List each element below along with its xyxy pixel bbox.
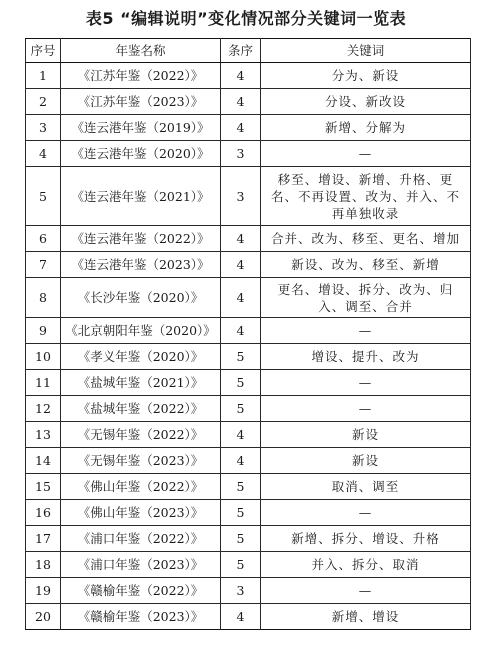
cell-keywords: 新增、分解为 (261, 115, 471, 141)
cell-order: 5 (221, 474, 261, 500)
cell-keywords: 新设、改为、移至、新增 (261, 252, 471, 278)
cell-no: 15 (26, 474, 61, 500)
cell-keywords: 新设 (261, 422, 471, 448)
table-row (26, 278, 471, 318)
cell-no: 20 (26, 604, 61, 630)
cell-order: 5 (221, 500, 261, 526)
cell-name: 《盐城年鉴（2021）》 (61, 370, 221, 396)
cell-no: 4 (26, 141, 61, 167)
cell-no: 12 (26, 396, 61, 422)
cell-order: 5 (221, 552, 261, 578)
cell-order: 3 (221, 167, 261, 226)
cell-order: 4 (221, 318, 261, 344)
cell-order: 4 (221, 422, 261, 448)
header-cell-name: 年鉴名称 (61, 39, 221, 63)
table-row (26, 115, 471, 141)
cell-name: 《连云港年鉴（2023）》 (61, 252, 221, 278)
cell-no: 14 (26, 448, 61, 474)
table-caption: 表5 “编辑说明”变化情况部分关键词一览表 (85, 9, 407, 28)
cell-name: 《孝义年鉴（2020）》 (61, 344, 221, 370)
cell-keywords: 新设 (261, 448, 471, 474)
cell-order: 4 (221, 604, 261, 630)
cell-name: 《长沙年鉴（2020）》 (61, 278, 221, 318)
cell-name: 《连云港年鉴（2019）》 (61, 115, 221, 141)
cell-no: 13 (26, 422, 61, 448)
cell-keywords: 分为、新设 (261, 63, 471, 89)
cell-order: 4 (221, 278, 261, 318)
cell-name: 《江苏年鉴（2022）》 (61, 63, 221, 89)
cell-keywords: 取消、调至 (261, 474, 471, 500)
cell-no: 16 (26, 500, 61, 526)
cell-no: 8 (26, 278, 61, 318)
table-row (26, 167, 471, 226)
cell-keywords: 增设、提升、改为 (261, 344, 471, 370)
cell-name: 《盐城年鉴（2022）》 (61, 396, 221, 422)
cell-order: 3 (221, 578, 261, 604)
cell-name: 《连云港年鉴（2022）》 (61, 226, 221, 252)
cell-name: 《连云港年鉴（2020）》 (61, 141, 221, 167)
table-row (26, 578, 471, 604)
header-cell-no: 序号 (26, 39, 61, 63)
cell-order: 5 (221, 396, 261, 422)
cell-keywords: 合并、改为、移至、更名、增加 (261, 226, 471, 252)
cell-no: 2 (26, 89, 61, 115)
table-row (26, 370, 471, 396)
cell-name: 《浦口年鉴（2023）》 (61, 552, 221, 578)
cell-no: 11 (26, 370, 61, 396)
table-row (26, 422, 471, 448)
cell-keywords: 更名、增设、拆分、改为、归入、调至、合并 (261, 278, 471, 318)
header-cell-order: 条序 (221, 39, 261, 63)
cell-order: 4 (221, 89, 261, 115)
cell-keywords: — (261, 396, 471, 422)
cell-name: 《赣榆年鉴（2023）》 (61, 604, 221, 630)
cell-name: 《无锡年鉴（2023）》 (61, 448, 221, 474)
cell-keywords: 移至、增设、新增、升格、更名、不再设置、改为、并入、不再单独收录 (261, 167, 471, 226)
table-row (26, 604, 471, 630)
cell-keywords: — (261, 500, 471, 526)
cell-no: 17 (26, 526, 61, 552)
cell-keywords: 新增、增设 (261, 604, 471, 630)
cell-name: 《江苏年鉴（2023）》 (61, 89, 221, 115)
cell-no: 7 (26, 252, 61, 278)
table-row (26, 396, 471, 422)
cell-order: 5 (221, 526, 261, 552)
cell-name: 《北京朝阳年鉴（2020）》 (61, 318, 221, 344)
cell-name: 《连云港年鉴（2021）》 (61, 167, 221, 226)
cell-no: 3 (26, 115, 61, 141)
header-row (26, 39, 471, 63)
table-row (26, 474, 471, 500)
table-row (26, 252, 471, 278)
table-row (26, 141, 471, 167)
cell-order: 4 (221, 63, 261, 89)
keyword-table (25, 38, 471, 630)
cell-keywords: — (261, 578, 471, 604)
cell-no: 1 (26, 63, 61, 89)
cell-order: 4 (221, 226, 261, 252)
table-row (26, 526, 471, 552)
cell-order: 3 (221, 141, 261, 167)
cell-order: 4 (221, 448, 261, 474)
table-row (26, 344, 471, 370)
cell-keywords: 分设、新改设 (261, 89, 471, 115)
cell-keywords: — (261, 318, 471, 344)
table-row (26, 500, 471, 526)
cell-name: 《佛山年鉴（2023）》 (61, 500, 221, 526)
cell-order: 4 (221, 115, 261, 141)
cell-no: 5 (26, 167, 61, 226)
cell-order: 5 (221, 344, 261, 370)
cell-keywords: 新增、拆分、增设、升格 (261, 526, 471, 552)
cell-keywords: 并入、拆分、取消 (261, 552, 471, 578)
table-row (26, 552, 471, 578)
table-row (26, 89, 471, 115)
cell-name: 《无锡年鉴（2022）》 (61, 422, 221, 448)
cell-no: 19 (26, 578, 61, 604)
cell-order: 5 (221, 370, 261, 396)
table-row (26, 63, 471, 89)
table-row (26, 318, 471, 344)
cell-keywords: — (261, 141, 471, 167)
cell-no: 9 (26, 318, 61, 344)
table-row (26, 226, 471, 252)
cell-no: 18 (26, 552, 61, 578)
keyword-table-body (26, 39, 471, 630)
cell-name: 《浦口年鉴（2022）》 (61, 526, 221, 552)
cell-name: 《赣榆年鉴（2022）》 (61, 578, 221, 604)
cell-no: 6 (26, 226, 61, 252)
cell-order: 4 (221, 252, 261, 278)
header-cell-keywords: 关键词 (261, 39, 471, 63)
table-row (26, 448, 471, 474)
cell-name: 《佛山年鉴（2022）》 (61, 474, 221, 500)
cell-keywords: — (261, 370, 471, 396)
cell-no: 10 (26, 344, 61, 370)
